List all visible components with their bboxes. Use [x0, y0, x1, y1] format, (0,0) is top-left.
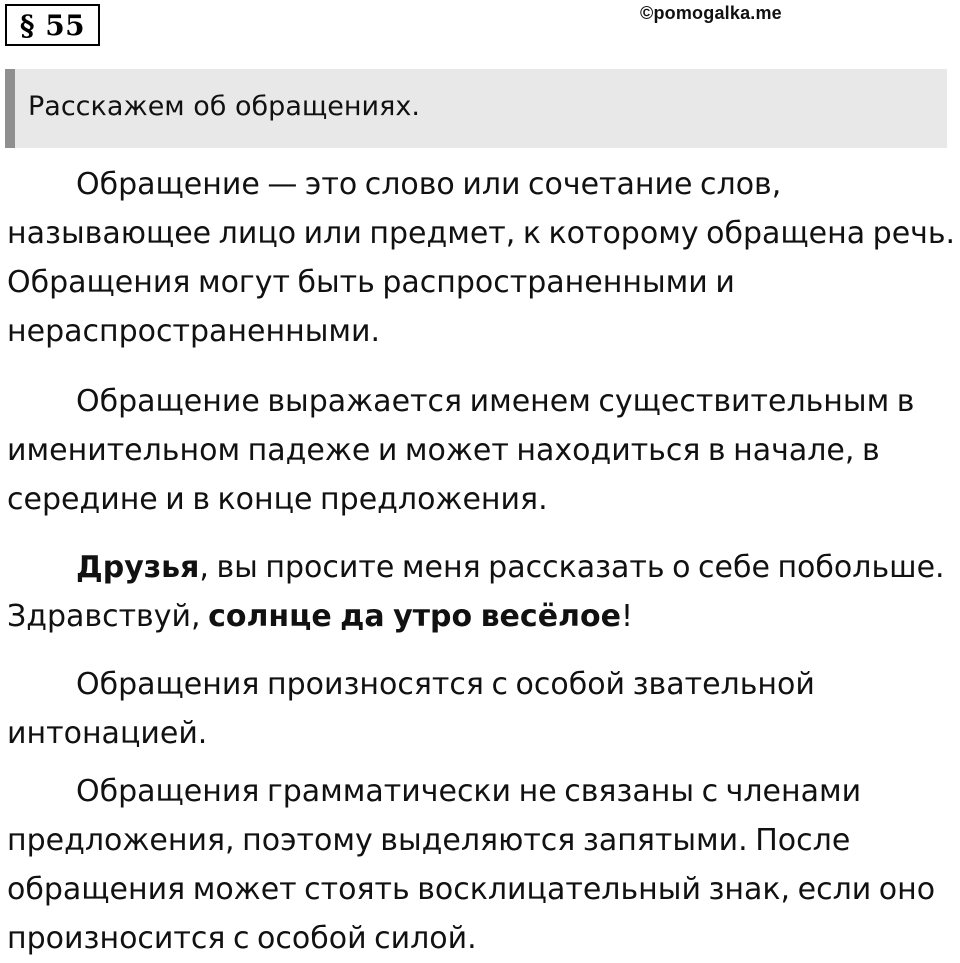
paragraph-definition	[7, 160, 956, 356]
text-line: Обращения грамматически не связаны с членами	[76, 774, 862, 809]
text-line: Обращение — это слово или сочетание слов,	[76, 167, 782, 202]
text-line: Обращения могут быть распространенными и	[7, 265, 735, 300]
text-fragment: !	[620, 599, 633, 634]
example-address-bold: Друзья	[76, 550, 200, 585]
paragraph-expression	[7, 377, 952, 524]
text-line: произносится с особой силой.	[7, 921, 477, 956]
section-number-badge: § 55	[5, 4, 100, 46]
topic-header	[5, 69, 947, 148]
text-fragment: Здравствуй,	[7, 599, 209, 634]
text-line: называющее лицо или предмет, к которому обращена речь.	[7, 216, 956, 251]
text-line: середине и в конце предложения.	[7, 482, 548, 517]
text-line: именительном падеже и может находиться в начале, в	[7, 433, 880, 468]
paragraph-examples	[7, 543, 952, 641]
text-fragment: , вы просите меня рассказать о себе побольше.	[199, 550, 945, 585]
text-line: обращения может стоять восклицательный знак, если оно	[7, 872, 936, 907]
topic-header-text: Расскажем об обращениях.	[28, 91, 420, 122]
paragraph-punctuation	[7, 767, 952, 963]
text-line	[7, 592, 952, 641]
text-line: Обращение выражается именем существительным в	[76, 384, 915, 419]
text-line: нераспространенными.	[7, 314, 381, 349]
text-line: предложения, поэтому выделяются запятыми. После	[7, 823, 851, 858]
paragraph-intonation	[7, 660, 952, 758]
text-line: интонацией.	[7, 716, 208, 751]
watermark-text: ©pomogalka.me	[640, 3, 782, 23]
text-line	[7, 543, 952, 592]
text-line: Обращения произносятся с особой звательной	[76, 667, 815, 702]
example-address-bold: солнце да утро весёлое	[208, 599, 621, 634]
